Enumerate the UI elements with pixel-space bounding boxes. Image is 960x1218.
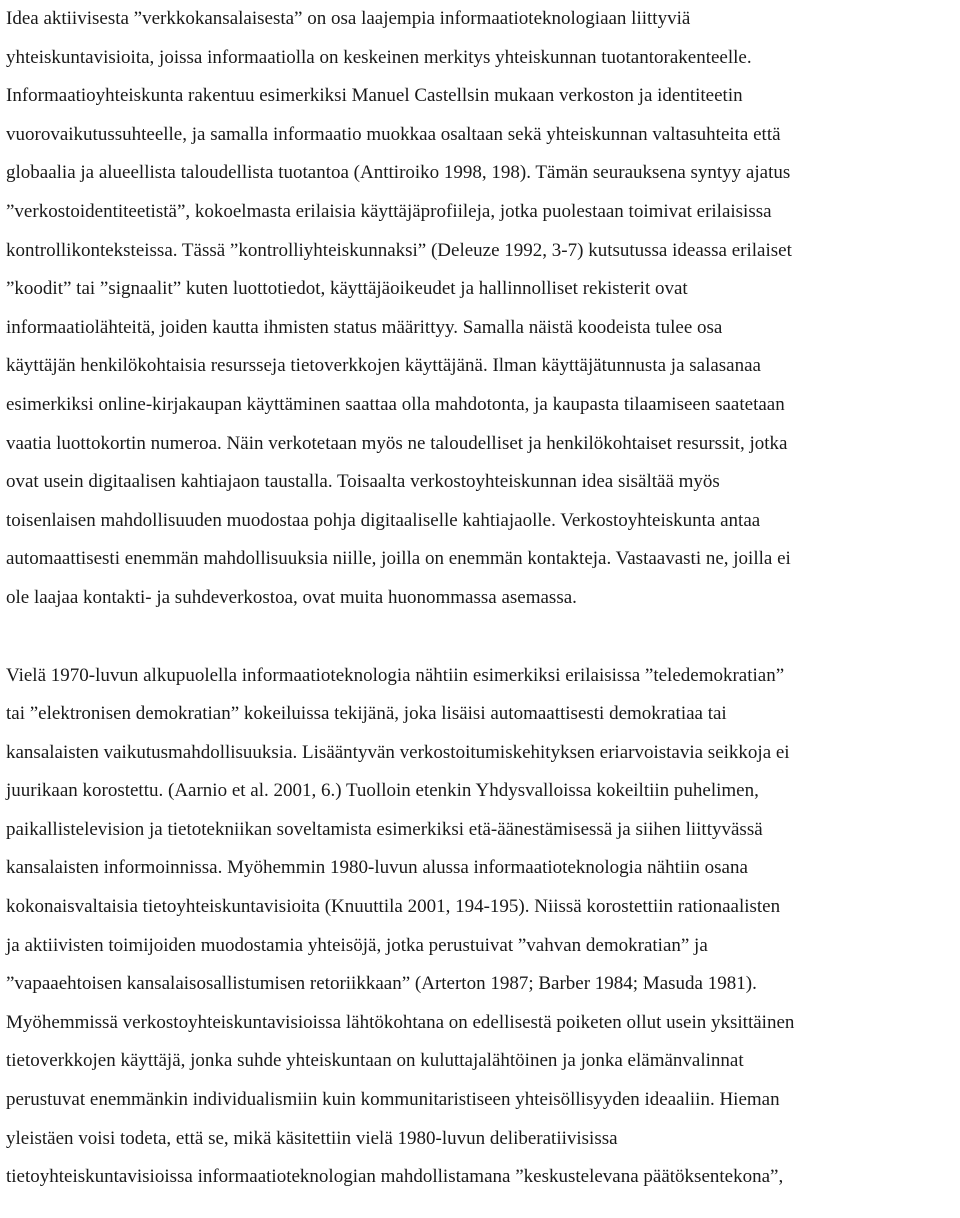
paragraph-gap <box>6 618 960 657</box>
text-line: kontrollikonteksteissa. Tässä ”kontrolliyhteiskunnaksi” (Deleuze 1992, 3-7) kutsutussa ideassa erilaiset <box>6 239 792 261</box>
text-line: kansalaisten informoinnissa. Myöhemmin 1980-luvun alussa informaatioteknologia nähtiin osana <box>6 857 748 879</box>
text-line: ovat usein digitaalisen kahtiajaon taustalla. Toisaalta verkostoyhteiskunnan idea sisältää myös <box>6 471 720 493</box>
text-line: toisenlaisen mahdollisuuden muodostaa pohja digitaaliselle kahtiajaolle. Verkostoyhteiskunta antaa <box>6 509 761 531</box>
text-line: Myöhemmissä verkostoyhteiskuntavisioissa lähtökohtana on edellisestä poiketen ollut usein yksittäinen <box>6 1011 795 1033</box>
text-line: yleistäen voisi todeta, että se, mikä käsitettiin vielä 1980-luvun deliberatiivisissa <box>6 1127 618 1149</box>
text-line: tai ”elektronisen demokratian” kokeiluissa tekijänä, joka lisäisi automaattisesti demokratiaa tai <box>6 703 727 725</box>
text-line: kokonaisvaltaisia tietoyhteiskuntavisioita (Knuuttila 2001, 194-195). Niissä korostettiin rationaalisten <box>6 896 781 918</box>
text-line: vaatia luottokortin numeroa. Näin verkotetaan myös ne taloudelliset ja henkilökohtaiset resurssit, jotka <box>6 432 788 454</box>
text-line: informaatiolähteitä, joiden kautta ihmisten status määrittyy. Samalla näistä koodeista tulee osa <box>6 316 723 338</box>
document-body <box>6 0 960 1197</box>
text-line: ole laajaa kontakti- ja suhdeverkostoa, ovat muita huonommassa asemassa. <box>6 586 577 608</box>
text-line: automaattisesti enemmän mahdollisuuksia niille, joilla on enemmän kontakteja. Vastaavasti ne, joilla ei <box>6 548 791 570</box>
text-line: vuorovaikutussuhteelle, ja samalla informaatio muokkaa osaltaan sekä yhteiskunnan valtasuhteita että <box>6 123 781 145</box>
text-line: ”vapaaehtoisen kansalaisosallistumisen retoriikkaan” (Arterton 1987; Barber 1984; Masuda 1981). <box>6 973 757 995</box>
text-line: kansalaisten vaikutusmahdollisuuksia. Lisääntyvän verkostoitumiskehityksen eriarvoistavia seikkoja ei <box>6 741 790 763</box>
text-line: Informaatioyhteiskunta rakentuu esimerkiksi Manuel Castellsin mukaan verkoston ja identiteetin <box>6 85 743 107</box>
text-line: ”verkostoidentiteetistä”, kokoelmasta erilaisia käyttäjäprofiileja, jotka puolestaan toimivat erilaisissa <box>6 200 772 222</box>
paragraph <box>6 657 960 1197</box>
text-line: ”koodit” tai ”signaalit” kuten luottotiedot, käyttäjäoikeudet ja hallinnolliset rekisterit ovat <box>6 278 688 300</box>
text-line: tietoyhteiskuntavisioissa informaatioteknologian mahdollistamana ”keskustelevana päätöksentekona”, <box>6 1166 784 1188</box>
text-line: ja aktiivisten toimijoiden muodostamia yhteisöjä, jotka perustuivat ”vahvan demokratian” ja <box>6 934 708 956</box>
text-line: esimerkiksi online-kirjakaupan käyttäminen saattaa olla mahdotonta, ja kaupasta tilaamiseen saatetaan <box>6 393 785 415</box>
text-line: Vielä 1970-luvun alkupuolella informaatioteknologia nähtiin esimerkiksi erilaisissa ”teledemokratian” <box>6 664 785 686</box>
text-line: juurikaan korostettu. (Aarnio et al. 2001, 6.) Tuolloin etenkin Yhdysvalloissa kokeiltiin puhelimen, <box>6 780 759 802</box>
text-line: paikallistelevision ja tietotekniikan soveltamista esimerkiksi etä-äänestämisessä ja siihen liittyvässä <box>6 818 763 840</box>
text-line: Idea aktiivisesta ”verkkokansalaisesta” on osa laajempia informaatioteknologiaan liittyviä <box>6 8 691 29</box>
paragraph <box>6 0 960 618</box>
text-line: tietoverkkojen käyttäjä, jonka suhde yhteiskuntaan on kuluttajalähtöinen ja jonka elämänvalinnat <box>6 1050 744 1072</box>
text-line: käyttäjän henkilökohtaisia resursseja tietoverkkojen käyttäjänä. Ilman käyttäjätunnusta ja salasanaa <box>6 355 761 377</box>
text-line: perustuvat enemmänkin individualismiin kuin kommunitaristiseen yhteisöllisyyden ideaaliin. Hieman <box>6 1089 780 1111</box>
text-line: globaalia ja alueellista taloudellista tuotantoa (Anttiroiko 1998, 198). Tämän seurauksena syntyy ajatus <box>6 162 791 184</box>
text-line: yhteiskuntavisioita, joissa informaatiolla on keskeinen merkitys yhteiskunnan tuotantorakenteelle. <box>6 46 752 68</box>
